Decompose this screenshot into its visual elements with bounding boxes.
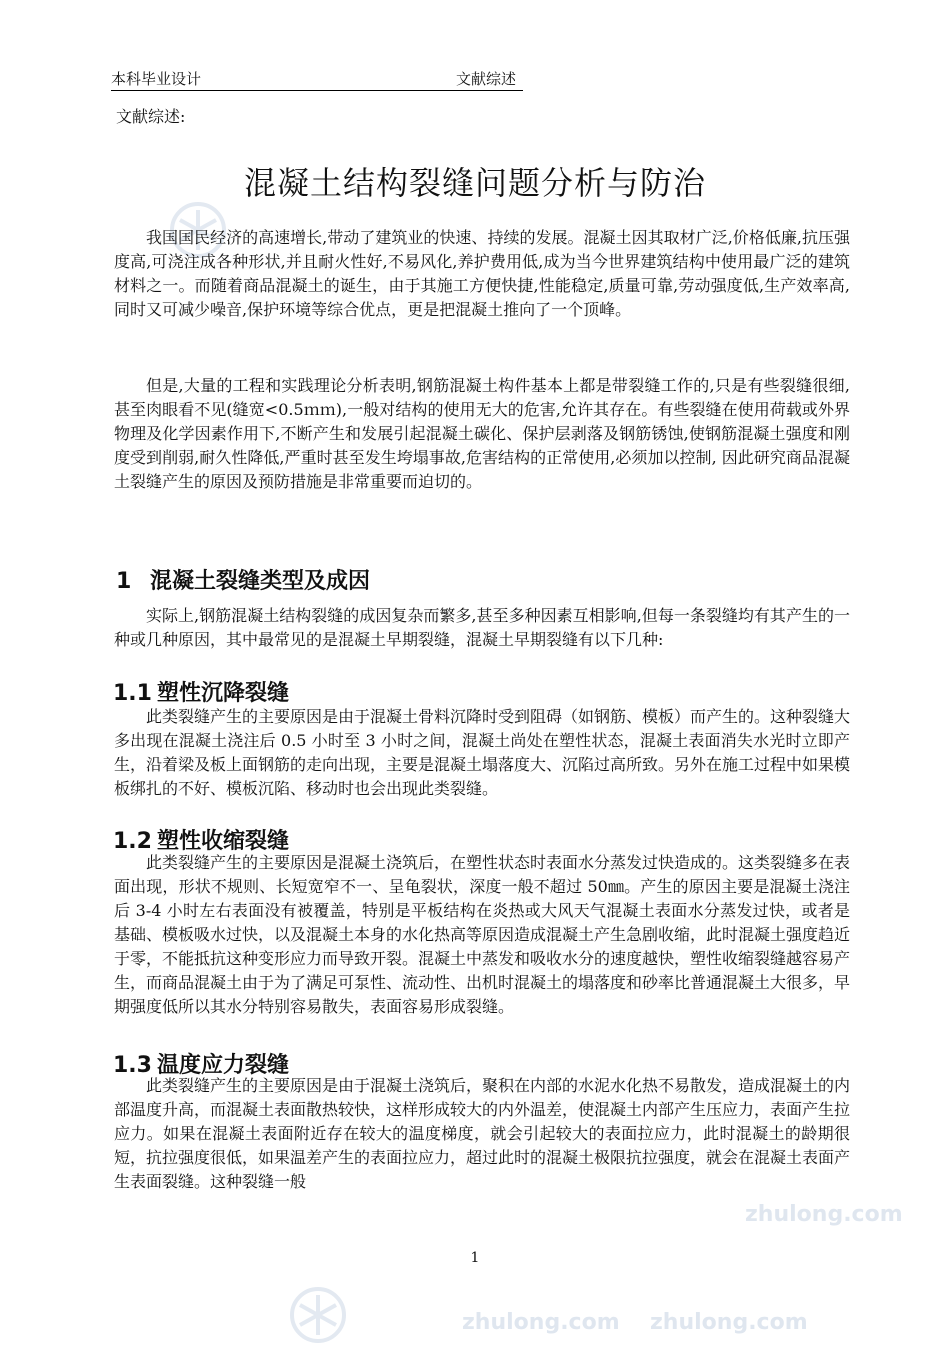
page-number: 1 (470, 1250, 480, 1266)
document-title: 混凝土结构裂缝问题分析与防治 (243, 164, 706, 202)
header-left-text: 本科毕业设计 (111, 70, 202, 88)
section-number: 1.2 (113, 829, 152, 854)
section-number: 1 (116, 569, 132, 594)
section-1-1-heading (113, 676, 289, 707)
watermark-logo-icon (288, 1285, 348, 1345)
section-title: 塑性收缩裂缝 (157, 829, 290, 854)
section-title: 混凝土裂缝类型及成因 (150, 569, 371, 594)
section-label: 文献综述: (116, 107, 186, 126)
page-header (111, 64, 523, 91)
section-1-1-paragraph: 此类裂缝产生的主要原因是由于混凝土骨料沉降时受到阻碍（如钢筋、模板）而产生的。这种裂缝大多出现在混凝土浇注后 0.5 小时至 3 小时之间，混凝土尚处在塑性状态，混凝土表面消失水光时立即产生，沿着梁及板上面钢筋的走向出现，主要是混凝土塌落度大、沉陷过高所致。另外在施工过程中如果模板绑扎的不好、模板沉陷、移动时也会出现此类裂缝。 (114, 707, 851, 798)
section-number: 1.1 (113, 681, 152, 706)
section-1-paragraph: 实际上,钢筋混凝土结构裂缝的成因复杂而繁多,甚至多种因素互相影响,但每一条裂缝均有其产生的一种或几种原因，其中最常见的是混凝土早期裂缝，混凝土早期裂缝有以下几种: (114, 606, 850, 649)
section-1-heading (116, 564, 370, 595)
intro-paragraph-1: 我国国民经济的高速增长,带动了建筑业的快速、持续的发展。混凝土因其取材广泛,价格低廉,抗压强度高,可浇注成各种形状,并且耐火性好,不易风化,养护费用低,成为当今世界建筑结构中使用最广泛的建筑材料之一。而随着商品混凝土的诞生，由于其施工方便快捷,性能稳定,质量可靠,劳动强度低,生产效率高,同时又可减少噪音,保护环境等综合优点，更是把混凝土推向了一个顶峰。 (114, 228, 850, 319)
watermark-text: zhulong.com (462, 1310, 620, 1335)
watermark-text: zhulong.com (745, 1202, 903, 1227)
section-1-3-paragraph: 此类裂缝产生的主要原因是由于混凝土浇筑后，聚积在内部的水泥水化热不易散发，造成混凝土的内部温度升高，而混凝土表面散热较快，这样形成较大的内外温差，使混凝土内部产生压应力，表面产生拉应力。如果在混凝土表面附近存在较大的温度梯度，就会引起较大的表面拉应力，此时混凝土的龄期很短，抗拉强度很低，如果温差产生的表面拉应力，超过此时的混凝土极限抗拉强度，就会在混凝土表面产生表面裂缝。这种裂缝一般 (114, 1076, 851, 1191)
header-right-text: 文献综述 (456, 70, 517, 88)
watermark-text: zhulong.com (650, 1310, 808, 1335)
section-number: 1.3 (113, 1053, 152, 1078)
intro-paragraph-2: 但是,大量的工程和实践理论分析表明,钢筋混凝土构件基本上都是带裂缝工作的,只是有些裂缝很细,甚至肉眼看不见(缝宽<0.5ｍｍ),一般对结构的使用无大的危害,允许其存在。有些裂缝在使用荷载或外界物理及化学因素作用下,不断产生和发展引起混凝土碳化、保护层剥落及钢筋锈蚀,使钢筋混凝土强度和刚度受到削弱,耐久性降低,严重时甚至发生垮塌事故,危害结构的正常使用,必须加以控制, 因此研究商品混凝土裂缝产生的原因及预防措施是非常重要而迫切的。 (114, 376, 850, 491)
section-title: 塑性沉降裂缝 (157, 681, 290, 706)
section-1-2-paragraph: 此类裂缝产生的主要原因是混凝土浇筑后，在塑性状态时表面水分蒸发过快造成的。这类裂缝多在表面出现，形状不规则、长短宽窄不一、呈龟裂状，深度一般不超过 50㎜。产生的原因主要是混凝土浇注后 3-4 小时左右表面没有被覆盖，特别是平板结构在炎热或大风天气混凝土表面水分蒸发过快，或者是基础、模板吸水过快，以及混凝土本身的水化热高等原因造成混凝土产生急剧收缩，此时混凝土强度趋近于零，不能抵抗这种变形应力而导致开裂。混凝土中蒸发和吸收水分的速度越快，塑性收缩裂缝越容易产生，而商品混凝土由于为了满足可泵性、流动性、出机时混凝土的塌落度和砂率比普通混凝土大很多，早期强度低所以其水分特别容易散失，表面容易形成裂缝。 (114, 853, 851, 1016)
section-title: 温度应力裂缝 (157, 1053, 290, 1078)
